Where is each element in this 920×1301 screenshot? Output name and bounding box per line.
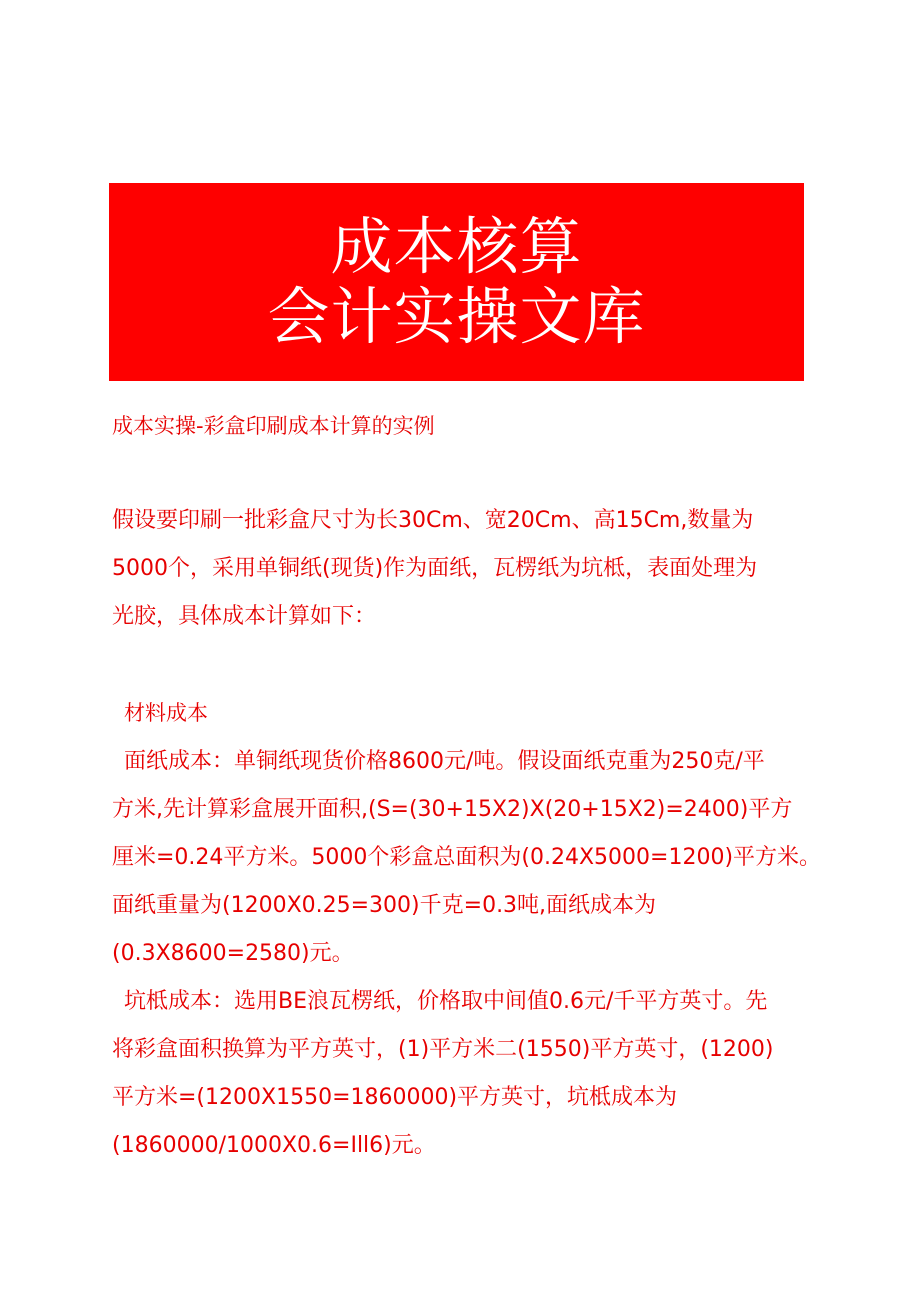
- banner-title-line-2: 会计实操文库: [267, 280, 646, 353]
- banner-title-line-1: 成本核算: [330, 210, 583, 283]
- document-subtitle: 成本实操-彩盒印刷成本计算的实例: [112, 414, 435, 438]
- face-paper-paragraph: [112, 738, 822, 978]
- intro-line: 5000个，采用单铜纸(现货)作为面纸，瓦楞纸为坑柢，表面处理为: [112, 556, 758, 581]
- face-paper-line: 厘米=0.24平方米。5000个彩盒总面积为(0.24X5000=1200)平方米。: [112, 845, 822, 870]
- face-paper-line: 面纸重量为(1200X0.25=300)千克=0.3吨,面纸成本为: [112, 893, 657, 918]
- title-banner: [109, 183, 804, 381]
- material-cost-heading: 材料成本: [124, 701, 208, 725]
- intro-line: 光胶，具体成本计算如下：: [112, 604, 377, 629]
- pit-paper-line: 平方米=(1200X1550=1860000)平方英寸，坑柢成本为: [112, 1085, 678, 1110]
- intro-line: 假设要印刷一批彩盒尺寸为长30Cm、宽20Cm、高15Cm,数量为: [112, 508, 754, 533]
- face-paper-line: (0.3X8600=2580)元。: [112, 941, 354, 966]
- face-paper-line: 面纸成本：单铜纸现货价格8600元/吨。假设面纸克重为250克/平: [124, 749, 765, 774]
- face-paper-line: 方米,先计算彩盒展开面积,(S=(30+15X2)X(20+15X2)=2400)平方: [112, 797, 793, 822]
- pit-paper-line: (1860000/1000X0.6=Ill6)元。: [112, 1133, 436, 1158]
- intro-paragraph: [112, 497, 812, 641]
- pit-paper-paragraph: [112, 978, 812, 1170]
- pit-paper-line: 坑柢成本：选用BE浪瓦楞纸，价格取中间值0.6元/千平方英寸。先: [124, 989, 768, 1014]
- pit-paper-line: 将彩盒面积换算为平方英寸，(1)平方米二(1550)平方英寸，(1200): [112, 1037, 774, 1062]
